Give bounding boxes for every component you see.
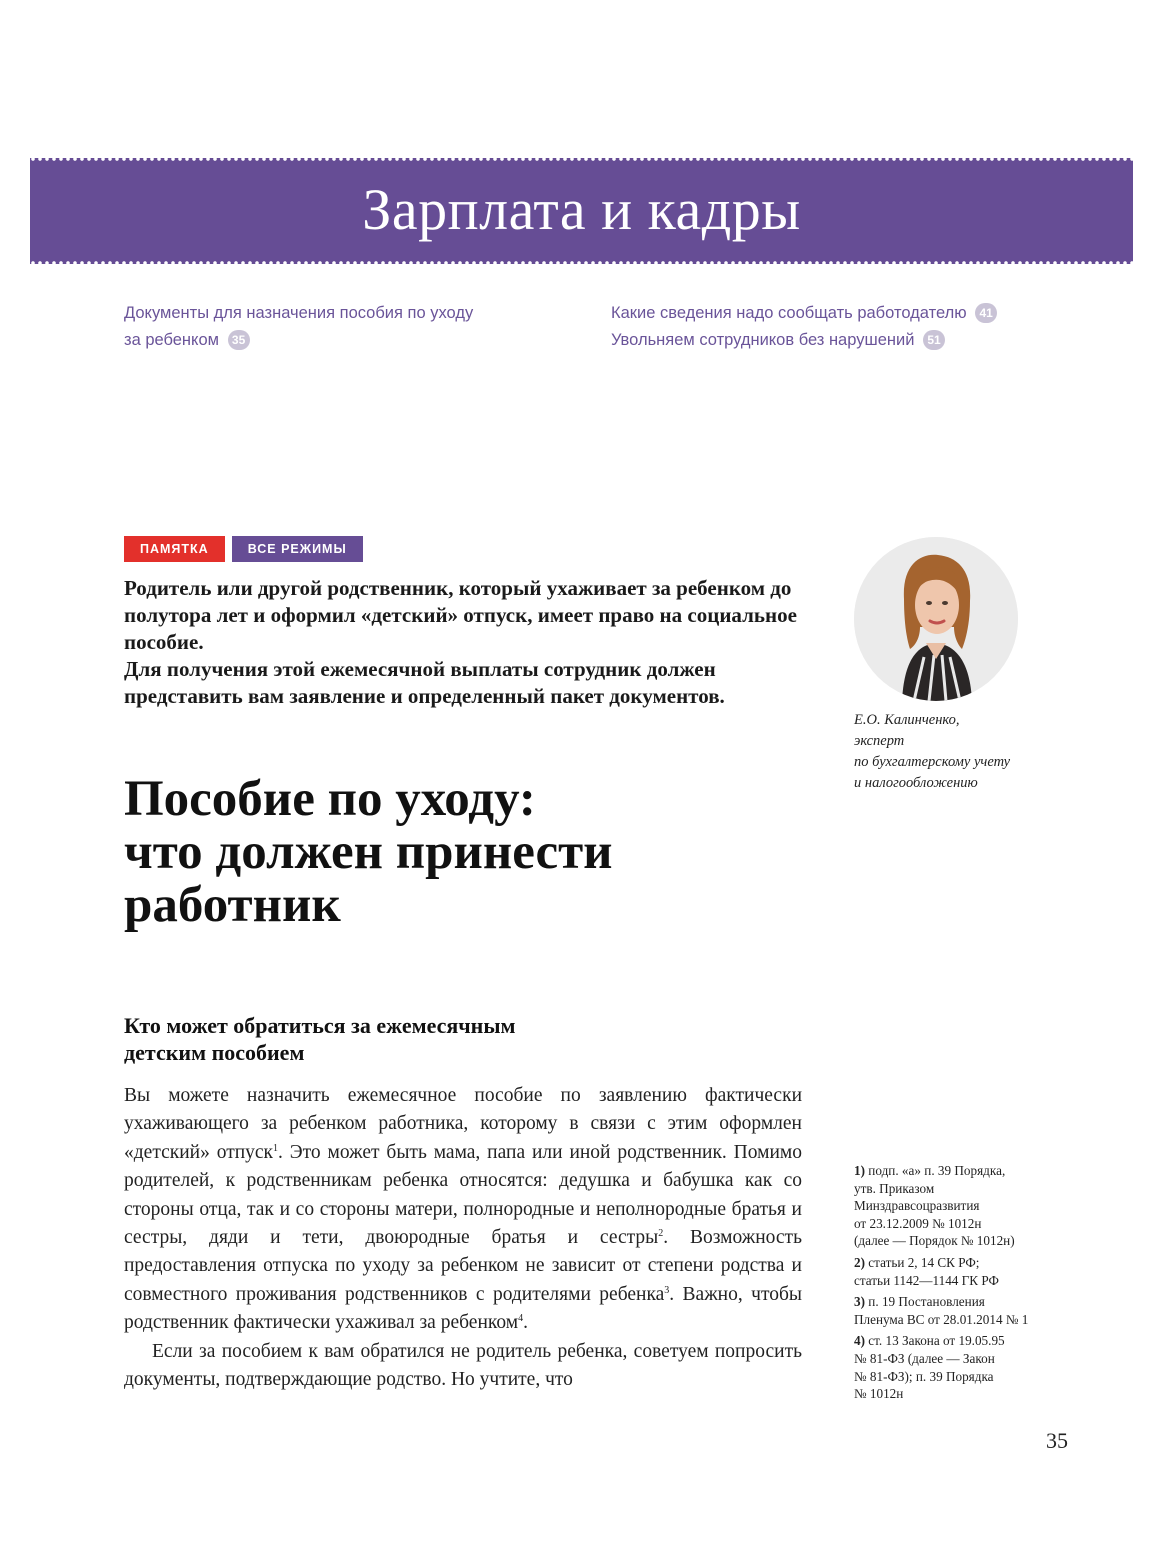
toc-right [611,300,1031,354]
toc-link-dismissal[interactable]: Увольняем сотрудников без нарушений 51 [611,327,1031,354]
page-badge: 41 [975,303,997,323]
toc-link-employer-info[interactable]: Какие сведения надо сообщать работодателю 41 [611,300,1031,327]
footnote-ref[interactable]: 2 [658,1228,664,1240]
footnote-ref[interactable]: 3 [664,1284,670,1296]
page-number: 35 [1046,1428,1068,1453]
article-body [124,1082,802,1394]
subsection-heading: Кто может обратиться за ежемесячным детским пособием [124,1013,516,1065]
page-badge: 51 [923,330,945,350]
footnotes [854,1162,1084,1407]
section-title: Зарплата и кадры [362,176,801,242]
toc-link-childcare-docs-cont[interactable]: за ребенком 35 [124,327,494,354]
author-caption: Е.О. Калинченко, эксперт по бухгалтерскому учету и налогообложению [854,710,1074,794]
body-paragraph-1: Вы можете назначить ежемесячное пособие по заявлению фактически ухаживающего за ребенком работника, которому в связи с этим оформлен «детский» отпуск$^1$. Это может быть мама, папа или иной родственник. Помимо родителей, к родственникам ребенка относятся: дедушка и бабушка как со стороны отца, так и со стороны матери, полнородные и неполнородные братья и сестры, дяди и тети, двоюродные братья и сестры$^2$. Возможность предоставления отпуска по уходу за ребенком не зависит от степени родства и совместного проживания родственников с родителями ребенка$^3$. Важно, чтобы родственник фактически ухаживал за ребенком$^4$. [124,1085,802,1334]
author-name: Е.О. Калинченко, [854,712,960,728]
tag-all-regimes: ВСЕ РЕЖИМЫ [232,536,363,562]
body-paragraph-2: Если за пособием к вам обратился не родитель ребенка, советуем попросить документы, подтверждающие родство. Но учтите, что [124,1340,802,1391]
lead-text-2: Для получения этой ежемесячной выплаты сотрудник должен представить вам заявление и определенный пакет документов. [124,657,725,708]
footnote-1: 1) подп. «а» п. 39 Порядка, утв. Приказом Минздравсоцразвития от 23.12.2009 № 1012н (далее — Порядок № 1012н) [854,1163,1015,1249]
footnote-ref[interactable]: 4 [518,1313,524,1325]
lead-text-1: Родитель или другой родственник, который ухаживает за ребенком до полутора лет и оформил «детский» отпуск, имеет право на социальное пособие. [124,576,797,654]
author-photo [854,537,1018,701]
footnote-4: 4) ст. 13 Закона от 19.05.95 № 81-ФЗ (далее — Закон № 81-ФЗ); п. 39 Порядка № 1012н [854,1333,1005,1402]
footnote-3: 3) п. 19 Постановления Пленума ВС от 28.01.2014 № 1 [854,1294,1029,1327]
section-banner [30,158,1133,264]
footnote-2: 2) статьи 2, 14 СК РФ; статьи 1142—1144 ГК РФ [854,1254,999,1288]
toc-link-childcare-docs[interactable]: Документы для назначения пособия по уходу [124,304,474,322]
footnote-ref[interactable]: 1 [273,1142,279,1154]
tag-memo: ПАМЯТКА [124,536,225,562]
toc-left [124,300,494,354]
lead-paragraph [124,575,804,710]
article-tags [124,536,363,562]
article-title: Пособие по уходу: что должен принести работник [124,771,613,933]
page-badge: 35 [228,330,250,350]
author-portrait-image [854,537,1018,701]
